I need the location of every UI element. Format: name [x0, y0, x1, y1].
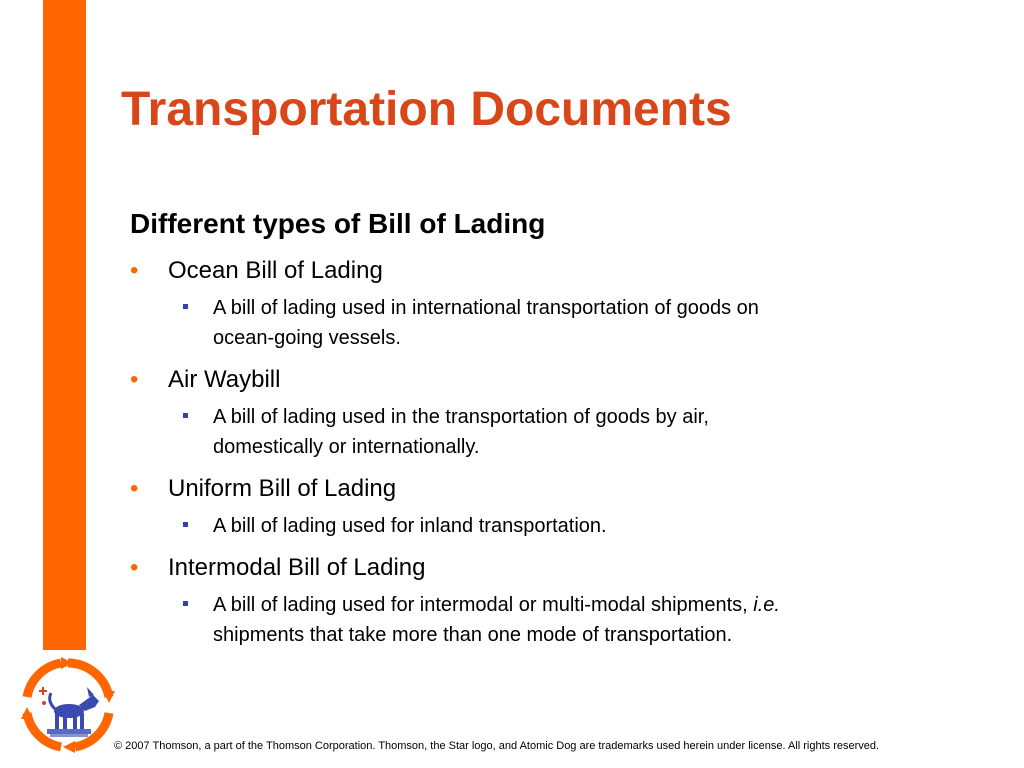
- slide-title: Transportation Documents: [121, 83, 732, 136]
- square-bullet-icon: [183, 522, 188, 527]
- bullet-dot-icon: •: [130, 366, 139, 393]
- bullet-label: Air Waybill: [168, 366, 281, 393]
- sub-bullet-text-line2: domestically or internationally.: [213, 436, 480, 458]
- bullet-label: Uniform Bill of Lading: [168, 475, 397, 502]
- bullet-line: [130, 552, 990, 584]
- atomic-dog-logo-icon: [17, 655, 119, 755]
- sub-bullet-text-line1: A bill of lading used for inland transportation.: [213, 515, 607, 537]
- sub-bullet-text-italic: i.e.: [753, 594, 780, 616]
- sub-bullet: [213, 590, 990, 650]
- bullet-line: [130, 255, 990, 287]
- sub-bullet-text-line2: ocean-going vessels.: [213, 327, 401, 349]
- sub-bullet: [213, 293, 990, 353]
- list-item: [130, 552, 990, 650]
- sub-bullet-text-line1: [213, 590, 990, 620]
- list-item: [130, 255, 990, 353]
- square-bullet-icon: [183, 601, 188, 606]
- slide-content: [130, 204, 990, 650]
- sub-bullet: [213, 402, 990, 462]
- sub-bullet-text-line1: A bill of lading used in international transportation of goods on: [213, 297, 759, 319]
- bullet-dot-icon: •: [130, 475, 139, 502]
- bullet-line: [130, 364, 990, 396]
- sub-bullet: [213, 511, 990, 541]
- sub-bullet-text-prefix: A bill of lading used for intermodal or multi-modal shipments,: [213, 594, 754, 616]
- square-bullet-icon: [183, 304, 188, 309]
- sub-bullet-text-line1: A bill of lading used in the transportation of goods by air,: [213, 406, 709, 428]
- copyright-footer: © 2007 Thomson, a part of the Thomson Corporation. Thomson, the Star logo, and Atomic Dog are trademarks used herein under license. All rights reserved.: [114, 740, 880, 752]
- bullet-dot-icon: •: [130, 554, 139, 581]
- accent-side-bar: [43, 0, 86, 650]
- bullet-dot-icon: •: [130, 257, 139, 284]
- bullet-label: Ocean Bill of Lading: [168, 257, 383, 284]
- bullet-line: [130, 473, 990, 505]
- list-item: [130, 364, 990, 462]
- sub-bullet-text-line2: shipments that take more than one mode of transportation.: [213, 624, 733, 646]
- square-bullet-icon: [183, 413, 188, 418]
- bullet-label: Intermodal Bill of Lading: [168, 554, 426, 581]
- slide-subheading: Different types of Bill of Lading: [130, 208, 546, 239]
- list-item: [130, 473, 990, 541]
